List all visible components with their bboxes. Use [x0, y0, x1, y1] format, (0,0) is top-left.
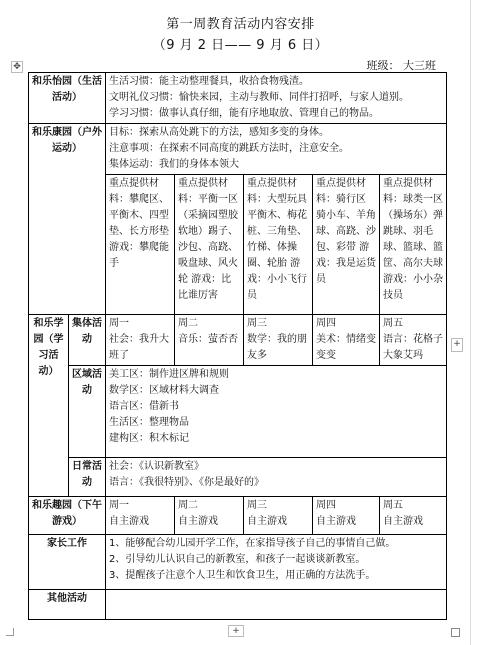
other-content[interactable] [106, 590, 447, 620]
other-heading: 其他活动 [29, 590, 106, 620]
date-range: （9 月 2 日—— 9 月 6 日） [152, 38, 329, 53]
family-content [106, 535, 447, 590]
health-zone-2: 重点提供材料：平衡一区（采摘园塑胶软地）踢子、沙包、高跷、吸盘球、风火轮 游戏：比比谁厉害 [175, 175, 244, 315]
add-row-handle[interactable]: + [228, 625, 244, 637]
family-line: 1、能够配合幼儿园开学工作，在家指导孩子自己的事情自己做。 [109, 538, 396, 549]
health-zone-4: 重点提供材料：骑行区 骑小车、羊角球、高跷、沙包、彩带 游戏：我是运货员 [313, 175, 380, 315]
health-zone-5: 重点提供材料：球类一区（操场东）弹跳球、羽毛球、篮球、篮筐、高尔夫球 游戏：小小杂技员 [380, 175, 447, 315]
group-day-1: 周一 社会：我升大班了 [106, 315, 175, 366]
add-column-handle[interactable]: + [451, 338, 463, 352]
health-heading: 和乐康园（户外运动） [29, 124, 106, 315]
table-move-handle[interactable]: ✥ [11, 61, 23, 73]
area-line: 建构区：积木标记 [109, 433, 189, 444]
area-line: 生活区：整理物品 [109, 417, 189, 428]
afternoon-day-2: 周二 自主游戏 [175, 497, 244, 535]
learning-heading: 和乐学园（学习活动） [29, 315, 69, 497]
life-line: 文明礼仪习惯：愉快来园，主动与教师、同伴打招呼，与家人道别。 [109, 92, 409, 103]
afternoon-heading: 和乐趣园（下午游戏） [29, 497, 106, 535]
afternoon-day-3: 周三 自主游戏 [244, 497, 313, 535]
family-line: 2、引导幼儿认识自己的新教室，和孩子一起谈谈新教室。 [109, 554, 366, 565]
daily-line: 语言：《我很特别》、《你是最好的》 [109, 477, 264, 488]
daily-line: 社会：《认识新教室》 [109, 461, 204, 472]
page-edge [470, 0, 471, 645]
schedule-table [28, 72, 447, 620]
daily-activity-heading: 日常活动 [69, 458, 106, 497]
group-activity-heading: 集体活动 [69, 315, 106, 366]
life-line: 生活习惯：能主动整理餐具，收拾食物残渣。 [109, 76, 309, 87]
afternoon-day-4: 周四 自主游戏 [313, 497, 380, 535]
health-zone-1: 重点提供材料：攀爬区、平衡木、四型垫、长方形垫 游戏：攀爬能手 [106, 175, 175, 315]
group-day-4: 周四 美术：情绪变变变 [313, 315, 380, 366]
area-line: 语言区：借新书 [109, 401, 179, 412]
daily-activity-content [106, 458, 447, 497]
life-line: 学习习惯：做事认真仔细，能有序地取放、管理自己的物品。 [109, 108, 379, 119]
health-line: 集体运动：我们的身体本领大 [109, 159, 239, 170]
document-title: 第一周教育活动内容安排 [166, 17, 315, 32]
health-line: 目标：探索从高处跳下的方法，感知多变的身体。 [109, 127, 329, 138]
area-activity-content [106, 366, 447, 458]
group-day-5: 周五 语言：花格子大象艾玛 [380, 315, 447, 366]
table-resize-handle[interactable] [451, 628, 460, 637]
page-corner-mark [6, 628, 14, 636]
health-zone-3: 重点提供材料：大型玩具平衡木、梅花桩、三角垫、竹梯、体操圈、轮胎 游戏：小小飞行员 [244, 175, 313, 315]
life-heading: 和乐怡园（生活活动） [29, 73, 106, 124]
health-line: 注意事项：在探索不同高度的跳跃方法时，注意安全。 [109, 143, 349, 154]
afternoon-day-1: 周一 自主游戏 [106, 497, 175, 535]
class-label: 班级： 大三班 [366, 59, 436, 72]
health-content [106, 124, 447, 175]
area-line: 数学区：区域材料大调查 [109, 385, 219, 396]
family-line: 3、提醒孩子注意个人卫生和饮食卫生，用正确的方法洗手。 [109, 570, 376, 581]
area-activity-heading: 区域活动 [69, 366, 106, 458]
group-day-2: 周二 音乐：萤否否 [175, 315, 244, 366]
group-day-3: 周三 数学：我的朋友多 [244, 315, 313, 366]
life-content [106, 73, 447, 124]
area-line: 美工区：制作进区牌和规则 [109, 369, 229, 380]
afternoon-day-5: 周五 自主游戏 [380, 497, 447, 535]
family-heading: 家长工作 [29, 535, 106, 590]
